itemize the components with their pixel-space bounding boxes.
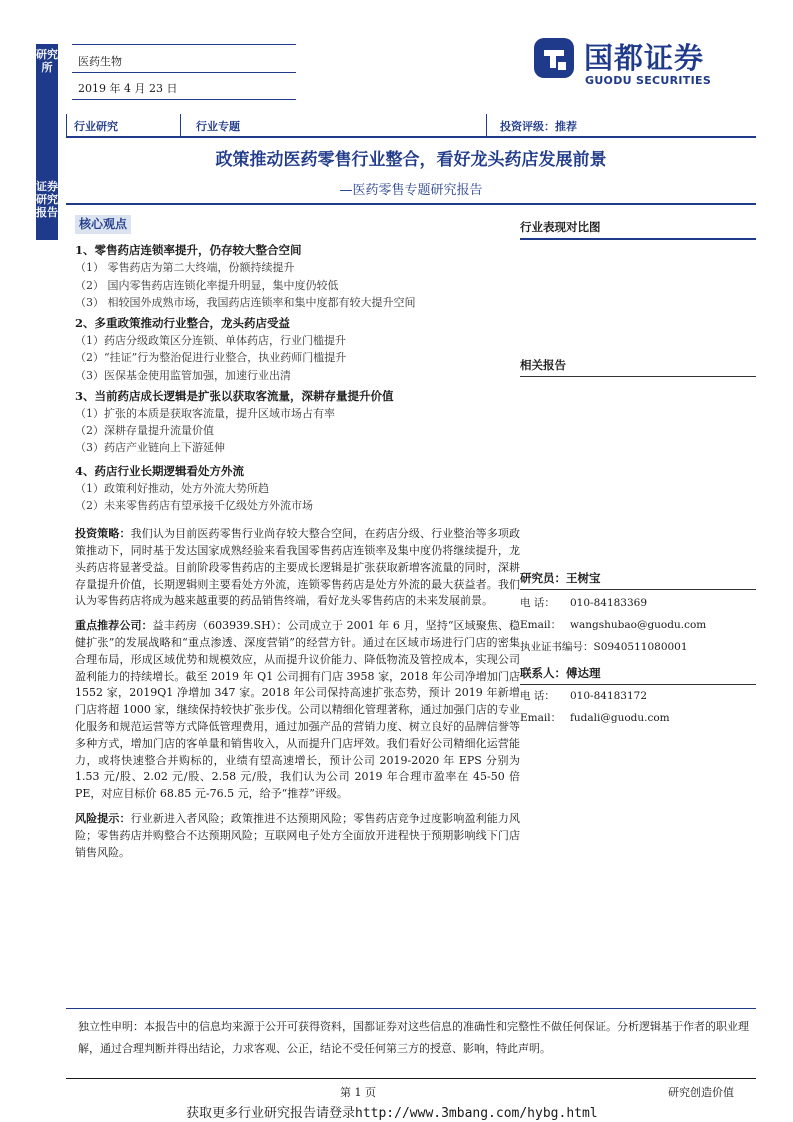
rating-label: 投资评级： <box>500 120 555 133</box>
email-label: Email： <box>520 619 562 631</box>
section-item: （3） 相较国外成熟市场，我国药店连锁率和集中度都有较大提升空间 <box>75 295 416 309</box>
section-title: 4、药店行业长期逻辑看处方外流 <box>75 463 244 478</box>
contact-title: 联系人：傅达理 <box>520 665 756 685</box>
contact-email <box>520 710 670 725</box>
cert-label: 执业证书编号： <box>520 641 594 653</box>
analyst-cert <box>520 639 688 654</box>
header-rule <box>72 72 296 73</box>
section-item: （1）扩张的本质是获取客流量，提升区域市场占有率 <box>75 407 335 421</box>
analyst-title: 研究员：王树宝 <box>520 570 756 590</box>
type-divider <box>66 114 67 136</box>
title-rule <box>66 203 756 205</box>
core-section <box>75 463 520 515</box>
cert-value: S0940511080001 <box>593 641 688 653</box>
core-section <box>75 388 520 457</box>
core-view-label: 核心观点 <box>75 215 131 234</box>
phone-label: 电 话： <box>520 597 555 609</box>
header-rule <box>72 99 296 100</box>
section-item: （2）深耕存量提升流量价值 <box>75 424 214 438</box>
section-title: 2、多重政策推动行业整合，龙头药店受益 <box>75 316 290 331</box>
contact-phone <box>520 688 647 703</box>
risk-label: 风险提示： <box>75 812 131 825</box>
strategy-text: 我们认为目前医药零售行业尚存较大整合空间，在药店分级、行业整治等多项政策推动下，同时基于发达国家成熟经验来看我国零售药店连锁率及集中度仍将继续提升，龙头药店将显著受益。目前阶段零售药店的主要成长逻辑是扩张获取新增客流量的同时，深耕存量提升价值，长期逻辑则主要看处方外流，连锁零售药店是处方外流的最大获益者。我们认为零售药店将成为越来越重要的药品销售终端，看好龙头零售药店的未来发展前景。 <box>75 527 521 608</box>
core-section <box>75 242 520 311</box>
download-link[interactable]: 获取更多行业研究报告请登录http://www.3mbang.com/hybg.html <box>186 1106 598 1121</box>
report-type-bar <box>66 114 756 138</box>
phone-value: 010-84183369 <box>570 597 648 609</box>
research-type: 行业研究 <box>74 120 118 133</box>
logo-mark-icon <box>532 36 576 80</box>
analyst-phone <box>520 595 647 610</box>
side-bar <box>36 44 58 240</box>
core-section <box>75 315 520 384</box>
risk-warning <box>75 811 520 861</box>
type-divider <box>180 114 181 136</box>
logo-text-en: GUODU SECURITIES <box>585 74 712 87</box>
email-label: Email： <box>520 712 562 724</box>
page-number: 第 1 页 <box>340 1086 376 1099</box>
section-title: 3、当前药店成长逻辑是扩张以获取客流量，深耕存量提升价值 <box>75 388 394 403</box>
disclaimer-rule <box>66 1008 756 1009</box>
rating <box>500 118 577 134</box>
email-value[interactable]: wangshubao@guodu.com <box>570 619 707 631</box>
analyst-email <box>520 617 706 632</box>
investment-strategy <box>75 526 520 610</box>
recommend-text: 益丰药房（603939.SH）：公司成立于 2001 年 6 月，坚持“区域聚焦、稳健扩张”的发展战略和“重点渗透、深度营销”的经营方针。通过在区域市场进行门店的密集合理布局，形成区域优势和规模效应，从而提升议价能力、降低物流及管控成本，实现公司盈利能力的持续增长。截至 2019 年 Q1 公司拥有门店 3958 家，2018 年公司净增加门店 1552 家，2019Q1 净增加 347 家。2018 年公司保持高速扩张态势，预计 2019 年新增门店将超 1000 家，继续保持较快扩张步伐。公司以精细化管理著称，通过加强门店的专业化服务和规范运营等方式降低管理费用，通过加强产品的营销力度、树立良好的品牌信誉等多种方式，增加门店的客单量和销售收入，从而提升门店坪效。我们看好公司精细化运营能力，或将快速整合并购标的，业绩有望高速增长，预计公司 2019-2020 年 EPS 分别为 1.53 元/股、2.02 元/股、2.58 元/股，我们认为公司 2019 年合理市盈率在 45-50 倍 PE，对应目标价 68.85 元-76.5 元，给予“推荐”评级。 <box>75 619 520 801</box>
header-rule <box>72 44 296 45</box>
side-label-top: 研究所 <box>36 48 58 74</box>
independence-statement: 独立性申明：本报告中的信息均来源于公开可获得资料，国都证券对这些信息的准确性和完整性不做任何保证。分析逻辑基于作者的职业理解，通过合理判断并得出结论，力求客观、公正，结论不受任何第三方的授意、影响，特此声明。 <box>78 1020 749 1055</box>
risk-text: 行业新进入者风险；政策推进不达预期风险；零售药店竞争过度影响盈利能力风险；零售药店并购整合不达预期风险；互联网电子处方全面放开进程快于预期影响线下门店销售风险。 <box>75 812 521 859</box>
strategy-label: 投资策略： <box>75 527 131 541</box>
section-item: （2）未来零售药店有望承接千亿级处方外流市场 <box>75 499 313 513</box>
footer-slogan: 研究创造价值 <box>668 1086 734 1099</box>
report-subtitle: —医药零售专题研究报告 <box>339 183 483 198</box>
report-date: 2019 年 4 月 23 日 <box>78 82 178 95</box>
section-item: （2） 国内零售药店连锁化率提升明显，集中度仍较低 <box>75 278 339 292</box>
main-content <box>75 215 520 861</box>
performance-chart-title: 行业表现对比图 <box>520 219 756 240</box>
section-item: （1）药店分级政策区分连锁、单体药店，行业门槛提升 <box>75 334 346 348</box>
recommend-label: 重点推荐公司： <box>75 619 153 633</box>
side-label-bottom: 证券研究报告 <box>36 180 58 219</box>
section-item: （3）医保基金使用监管加强，加速行业出清 <box>75 368 291 382</box>
logo-text-cn: 国都证券 <box>584 41 705 75</box>
company-logo <box>532 36 732 86</box>
related-reports-title: 相关报告 <box>520 357 756 377</box>
rating-value: 推荐 <box>555 120 577 133</box>
phone-label: 电 话： <box>520 690 555 702</box>
footer-rule <box>66 1078 756 1079</box>
email-value[interactable]: fudali@guodu.com <box>570 712 670 724</box>
section-item: （2）“挂证”行为整治促进行业整合，执业药师门槛提升 <box>75 351 347 365</box>
section-title: 1、零售药店连锁率提升，仍存较大整合空间 <box>75 243 302 258</box>
recommended-company <box>75 618 520 803</box>
phone-value: 010-84183172 <box>570 690 648 702</box>
report-title: 政策推动医药零售行业整合，看好龙头药店发展前景 <box>215 150 607 170</box>
sector-label: 医药生物 <box>78 55 122 68</box>
section-item: （1） 零售药店为第二大终端，份额持续提升 <box>75 261 295 275</box>
section-item: （3）药店产业链向上下游延伸 <box>75 441 225 455</box>
section-item: （1）政策利好推动，处方外流大势所趋 <box>75 481 269 495</box>
type-divider <box>486 114 487 136</box>
report-topic: 行业专题 <box>196 120 240 133</box>
